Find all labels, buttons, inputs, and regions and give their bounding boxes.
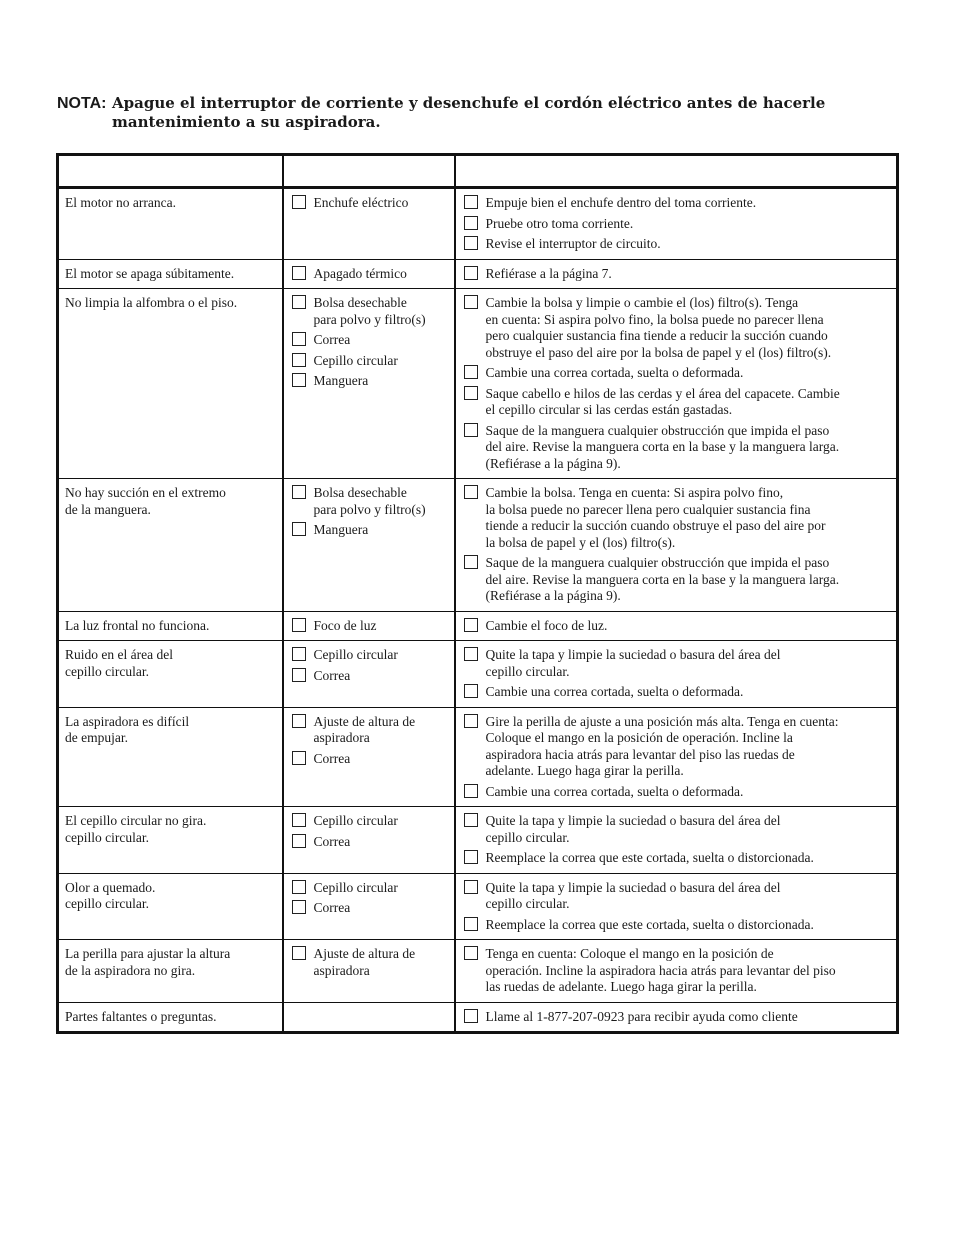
- checkbox-icon[interactable]: [464, 236, 478, 250]
- cause-text: aspiradora: [313, 962, 370, 978]
- cause-cell: [283, 479, 455, 612]
- cause-text: Apagado térmico: [313, 265, 407, 281]
- solution-item: [462, 880, 891, 913]
- header-cause: [283, 155, 455, 188]
- problem-cell: [58, 807, 283, 874]
- solution-item: [462, 618, 891, 635]
- problem-cell: [58, 873, 283, 940]
- checkbox-icon[interactable]: [464, 813, 478, 827]
- solution-text: cepillo circular.: [485, 829, 570, 845]
- cause-text: Correa: [313, 750, 351, 766]
- cause-item: [290, 353, 448, 370]
- solution-text: la bolsa puede no parecer llena pero cualquier sustancia fina: [485, 501, 811, 517]
- cause-item: [290, 485, 448, 518]
- checkbox-icon[interactable]: [464, 618, 478, 632]
- solution-item: [462, 295, 891, 361]
- solution-item: [462, 423, 891, 473]
- solution-text: Tenga en cuenta: Coloque el mango en la posición de: [485, 946, 774, 961]
- solution-cell: [455, 641, 898, 708]
- checkbox-icon[interactable]: [464, 917, 478, 931]
- header-problem: [58, 155, 283, 188]
- cause-text: Foco de luz: [313, 617, 377, 633]
- cause-item: [290, 946, 448, 979]
- cause-text: Cepillo circular: [313, 647, 398, 662]
- solution-text: Revise el interruptor de circuito.: [485, 236, 661, 251]
- checkbox-icon[interactable]: [464, 555, 478, 569]
- solution-item: [462, 784, 891, 801]
- solution-text: Coloque el mango en la posición de operación. Incline la: [485, 730, 793, 745]
- cause-item: [290, 813, 448, 830]
- checkbox-icon[interactable]: [292, 834, 306, 848]
- table-row: [58, 611, 898, 641]
- table-row: [58, 873, 898, 940]
- cause-text: Ajuste de altura de: [313, 946, 416, 961]
- solution-text: Cambie la bolsa y limpie o cambie el (los) filtro(s). Tenga: [485, 295, 799, 310]
- cause-item: [290, 647, 448, 664]
- cause-item: [290, 618, 448, 635]
- cause-item: [290, 195, 448, 212]
- solution-text: Refiérase a la página 7.: [485, 265, 612, 281]
- solution-text: cepillo circular.: [485, 663, 570, 679]
- solution-cell: [455, 940, 898, 1003]
- cause-cell: [283, 940, 455, 1003]
- cause-item: [290, 900, 448, 917]
- checkbox-icon[interactable]: [464, 946, 478, 960]
- cause-text: Bolsa desechable: [313, 485, 407, 500]
- checkbox-icon[interactable]: [292, 946, 306, 960]
- cause-cell: [283, 707, 455, 807]
- cause-text: Cepillo circular: [313, 352, 398, 368]
- cause-item: [290, 880, 448, 897]
- solution-text: operación. Incline la aspiradora hacia atrás para levantar del piso: [485, 962, 836, 978]
- checkbox-icon[interactable]: [464, 423, 478, 437]
- checkbox-icon[interactable]: [464, 714, 478, 728]
- solution-text: Cambie una correa cortada, suelta o deformada.: [485, 684, 744, 699]
- solution-text: Gire la perilla de ajuste a una posición más alta. Tenga en cuenta:: [485, 713, 839, 729]
- solution-text: Reemplace la correa que este cortada, suelta o distorcionada.: [485, 916, 814, 932]
- cause-text: Bolsa desechable: [313, 295, 407, 310]
- cause-text: Correa: [313, 667, 351, 683]
- solution-item: [462, 714, 891, 780]
- checkbox-icon[interactable]: [292, 813, 306, 827]
- checkbox-icon[interactable]: [464, 295, 478, 309]
- solution-text: del aire. Revise la manguera corta en la base y la manguera larga.: [485, 439, 840, 454]
- solution-text: el cepillo circular si las cerdas están gastadas.: [485, 402, 733, 417]
- cause-text: Cepillo circular: [313, 813, 398, 828]
- solution-text: (Refiérase a la página 9).: [485, 455, 621, 471]
- problem-text: La luz frontal no funciona.: [65, 617, 210, 633]
- solution-item: [462, 555, 891, 605]
- solution-item: [462, 485, 891, 551]
- table-row: [58, 707, 898, 807]
- cause-text: Correa: [313, 833, 351, 849]
- problem-text: El motor no arranca.: [65, 195, 176, 210]
- solution-item: [462, 1009, 891, 1026]
- solution-cell: [455, 807, 898, 874]
- problem-text: El cepillo circular no gira.: [65, 813, 207, 828]
- checkbox-icon[interactable]: [464, 784, 478, 798]
- checkbox-icon[interactable]: [292, 714, 306, 728]
- checkbox-icon[interactable]: [464, 386, 478, 400]
- checkbox-icon[interactable]: [464, 647, 478, 661]
- checkbox-icon[interactable]: [464, 266, 478, 280]
- solution-text: la bolsa de papel y el (los) filtro(s).: [485, 534, 676, 550]
- solution-text: adelante. Luego haga girar la perilla.: [485, 763, 684, 778]
- cause-text: Enchufe eléctrico: [313, 195, 409, 210]
- solution-item: [462, 195, 891, 212]
- cause-cell: [283, 1002, 455, 1033]
- note-label: NOTA:: [57, 95, 107, 112]
- solution-item: [462, 266, 891, 283]
- solution-text: Cambie el foco de luz.: [485, 617, 608, 633]
- cause-cell: [283, 188, 455, 260]
- checkbox-icon[interactable]: [464, 1009, 478, 1023]
- cause-text: aspiradora: [313, 730, 370, 745]
- cause-text: para polvo y filtro(s): [313, 311, 426, 327]
- solution-text: Saque de la manguera cualquier obstrucción que impida el paso: [485, 555, 830, 570]
- checkbox-icon[interactable]: [464, 850, 478, 864]
- cause-item: [290, 266, 448, 283]
- checkbox-icon[interactable]: [464, 880, 478, 894]
- cause-text: para polvo y filtro(s): [313, 501, 426, 517]
- problem-text: de empujar.: [65, 730, 128, 745]
- troubleshooting-table: [56, 153, 899, 1034]
- cause-text: Correa: [313, 332, 351, 347]
- solution-text: las ruedas de adelante. Luego haga girar la perilla.: [485, 979, 757, 994]
- solution-text: Cambie una correa cortada, suelta o deformada.: [485, 365, 744, 380]
- cause-text: Cepillo circular: [313, 879, 398, 895]
- solution-text: Cambie la bolsa. Tenga en cuenta: Si aspira polvo fino,: [485, 485, 784, 500]
- cause-item: [290, 714, 448, 747]
- checkbox-icon[interactable]: [292, 373, 306, 387]
- cause-item: [290, 295, 448, 328]
- checkbox-icon[interactable]: [464, 365, 478, 379]
- problem-text: El motor se apaga súbitamente.: [65, 265, 235, 281]
- cause-text: Correa: [313, 900, 351, 915]
- checkbox-icon[interactable]: [292, 751, 306, 765]
- solution-cell: [455, 707, 898, 807]
- problem-text: Ruido en el área del: [65, 647, 173, 662]
- solution-item: [462, 917, 891, 934]
- cause-item: [290, 668, 448, 685]
- solution-item: [462, 850, 891, 867]
- cause-cell: [283, 807, 455, 874]
- solution-item: [462, 236, 891, 253]
- solution-cell: [455, 259, 898, 289]
- problem-cell: [58, 289, 283, 479]
- solution-text: tiende a reducir la succión cuando obstruye el paso del aire por: [485, 518, 826, 533]
- cause-cell: [283, 641, 455, 708]
- solution-item: [462, 946, 891, 996]
- solution-text: Saque cabello e hilos de las cerdas y el área del capacete. Cambie: [485, 385, 840, 401]
- cause-item: [290, 332, 448, 349]
- checkbox-icon[interactable]: [292, 295, 306, 309]
- problem-text: La aspiradora es difícil: [65, 713, 190, 729]
- solution-text: pero cualquier sustancia fina tiende a reducir la succión cuando: [485, 328, 828, 343]
- problem-text: cepillo circular.: [65, 896, 149, 911]
- cause-cell: [283, 289, 455, 479]
- problem-cell: [58, 259, 283, 289]
- checkbox-icon[interactable]: [292, 195, 306, 209]
- checkbox-icon[interactable]: [292, 353, 306, 367]
- solution-text: obstruye el paso del aire por la bolsa de papel y el (los) filtro(s).: [485, 344, 832, 360]
- solution-text: (Refiérase a la página 9).: [485, 588, 621, 603]
- checkbox-icon[interactable]: [292, 880, 306, 894]
- cause-text: Manguera: [313, 522, 369, 537]
- solution-text: Quite la tapa y limpie la suciedad o basura del área del: [485, 879, 781, 895]
- header-solution: [455, 155, 898, 188]
- solution-text: Reemplace la correa que este cortada, suelta o distorcionada.: [485, 850, 814, 865]
- cause-item: [290, 751, 448, 768]
- solution-cell: [455, 188, 898, 260]
- checkbox-icon[interactable]: [292, 900, 306, 914]
- checkbox-icon[interactable]: [292, 668, 306, 682]
- cause-cell: [283, 611, 455, 641]
- solution-cell: [455, 873, 898, 940]
- checkbox-icon[interactable]: [292, 647, 306, 661]
- solution-text: Quite la tapa y limpie la suciedad o basura del área del: [485, 647, 781, 662]
- checkbox-icon[interactable]: [292, 618, 306, 632]
- problem-cell: [58, 641, 283, 708]
- checkbox-icon[interactable]: [292, 332, 306, 346]
- problem-cell: [58, 479, 283, 612]
- checkbox-icon[interactable]: [292, 522, 306, 536]
- solution-text: Llame al 1-877-207-0923 para recibir ayuda como cliente: [485, 1008, 798, 1024]
- table-row: [58, 188, 898, 260]
- table-row: [58, 479, 898, 612]
- problem-cell: [58, 611, 283, 641]
- solution-item: [462, 647, 891, 680]
- solution-text: del aire. Revise la manguera corta en la base y la manguera larga.: [485, 571, 840, 587]
- checkbox-icon[interactable]: [292, 266, 306, 280]
- checkbox-icon[interactable]: [464, 485, 478, 499]
- problem-text: Partes faltantes o preguntas.: [65, 1008, 217, 1024]
- solution-item: [462, 386, 891, 419]
- table-row: [58, 259, 898, 289]
- cause-item: [290, 834, 448, 851]
- problem-text: Olor a quemado.: [65, 879, 156, 895]
- cause-item: [290, 522, 448, 539]
- solution-text: aspiradora hacia atrás para levantar del piso las ruedas de: [485, 746, 795, 762]
- problem-cell: [58, 707, 283, 807]
- solution-text: en cuenta: Si aspira polvo fino, la bolsa puede no parecer llena: [485, 311, 824, 327]
- cause-item: [290, 373, 448, 390]
- problem-text: de la aspiradora no gira.: [65, 962, 196, 978]
- checkbox-icon[interactable]: [292, 485, 306, 499]
- cause-cell: [283, 873, 455, 940]
- problem-text: La perilla para ajustar la altura: [65, 946, 231, 961]
- checkbox-icon[interactable]: [464, 216, 478, 230]
- solution-cell: [455, 479, 898, 612]
- table-row: [58, 289, 898, 479]
- table-row: [58, 641, 898, 708]
- solution-text: Cambie una correa cortada, suelta o deformada.: [485, 783, 744, 799]
- table-row: [58, 1002, 898, 1033]
- solution-text: Empuje bien el enchufe dentro del toma corriente.: [485, 195, 757, 210]
- solution-item: [462, 684, 891, 701]
- problem-text: No hay succión en el extremo: [65, 485, 226, 500]
- solution-text: Quite la tapa y limpie la suciedad o basura del área del: [485, 813, 781, 828]
- solution-item: [462, 813, 891, 846]
- solution-item: [462, 365, 891, 382]
- problem-cell: [58, 940, 283, 1003]
- note-text: Apague el interruptor de corriente y desenchufe el cordón eléctrico antes de hacerle mantenimiento a su aspiradora.: [112, 94, 826, 131]
- solution-cell: [455, 1002, 898, 1033]
- problem-text: No limpia la alfombra o el piso.: [65, 295, 238, 310]
- solution-text: Pruebe otro toma corriente.: [485, 215, 634, 231]
- table-row: [58, 940, 898, 1003]
- problem-text: de la manguera.: [65, 501, 151, 517]
- solution-text: cepillo circular.: [485, 896, 570, 911]
- solution-cell: [455, 611, 898, 641]
- problem-cell: [58, 1002, 283, 1033]
- solution-item: [462, 216, 891, 233]
- safety-note: [57, 94, 903, 132]
- problem-text: cepillo circular.: [65, 829, 149, 845]
- table-header-row: [58, 155, 898, 188]
- cause-cell: [283, 259, 455, 289]
- solution-text: Saque de la manguera cualquier obstrucción que impida el paso: [485, 422, 830, 438]
- checkbox-icon[interactable]: [464, 195, 478, 209]
- cause-text: Ajuste de altura de: [313, 713, 416, 729]
- cause-text: Manguera: [313, 373, 369, 388]
- problem-text: cepillo circular.: [65, 663, 149, 679]
- table-row: [58, 807, 898, 874]
- problem-cell: [58, 188, 283, 260]
- solution-cell: [455, 289, 898, 479]
- checkbox-icon[interactable]: [464, 684, 478, 698]
